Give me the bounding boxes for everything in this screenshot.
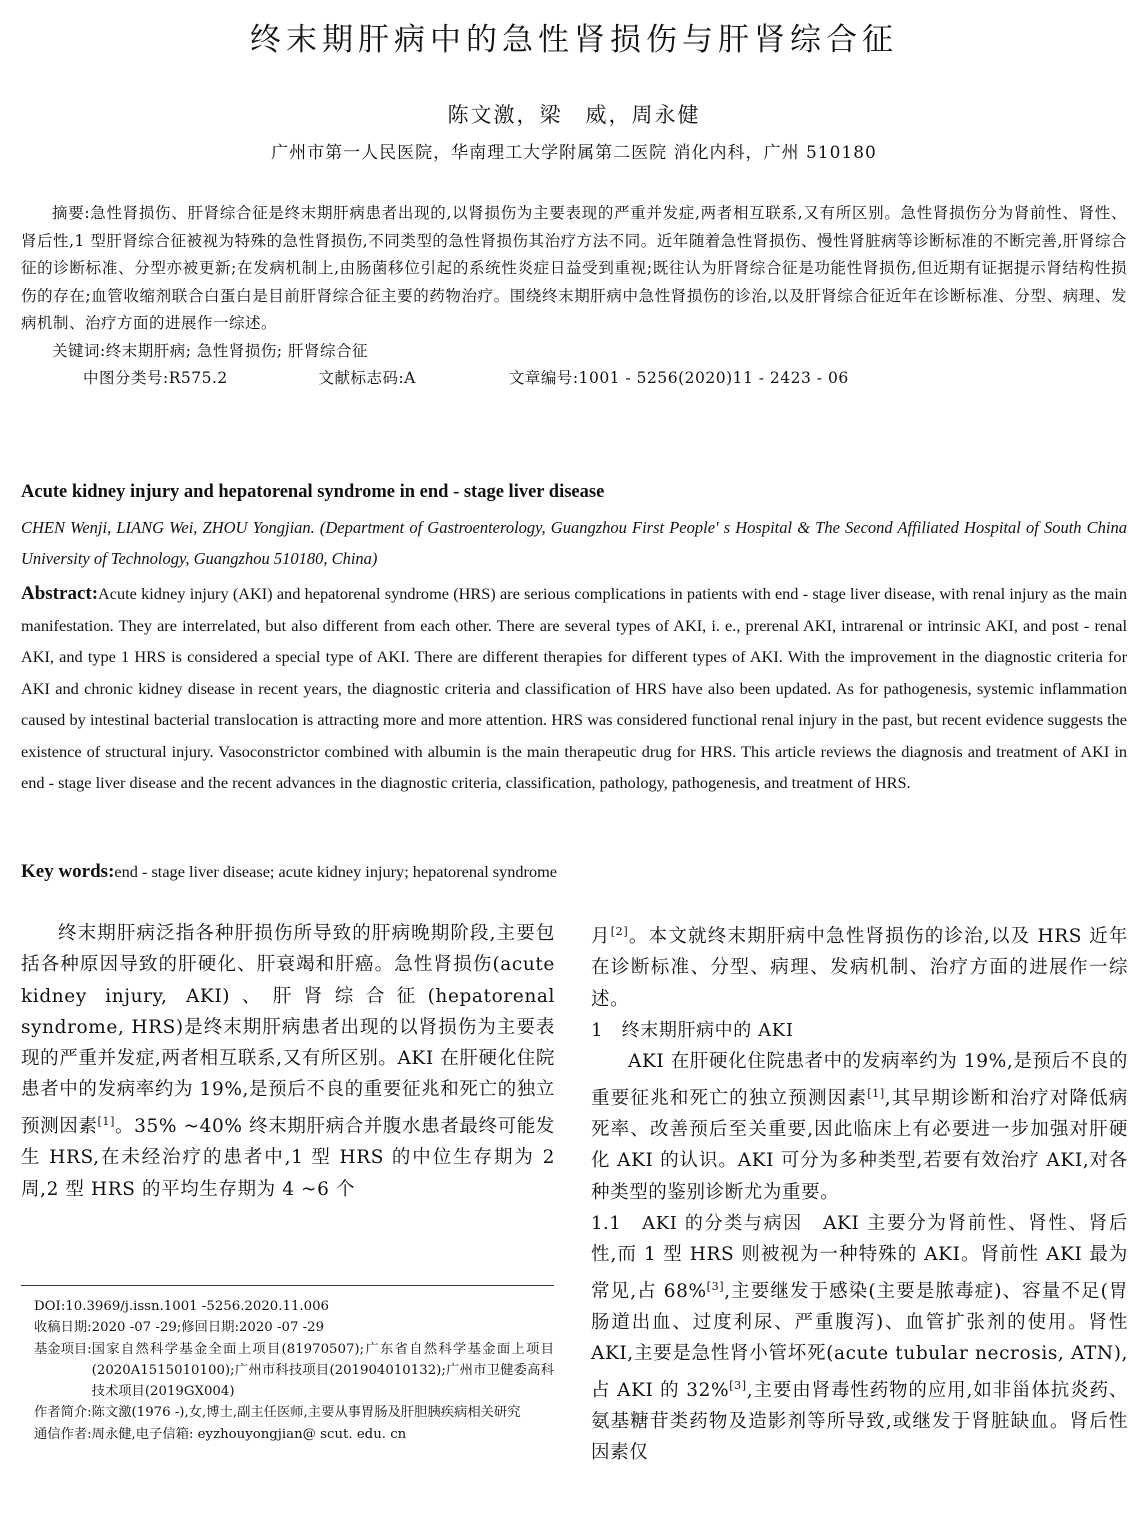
chinese-abstract-block — [21, 200, 1127, 393]
chinese-abstract: 摘要:急性肾损伤、肝肾综合征是终末期肝病患者出现的,以肾损伤为主要表现的严重并发症,两者相互联系,又有所区别。急性肾损伤分为肾前性、肾性、肾后性,1 型肝肾综合征被视为特殊的急性肾损伤,不同类型的急性肾损伤其治疗方法不同。近年随着急性肾损伤、慢性肾脏病等诊断标准的不断完善,肝肾综合征的诊断标准、分型亦被更新;在发病机制上,由肠菌移位引起的系统性炎症日益受到重视;既往认为肝肾综合征是功能性肾损伤,但近期有证据提示肾结构性损伤的存在;血管收缩剂联合白蛋白是目前肝肾综合征主要的药物治疗。围绕终末期肝病中急性肾损伤的诊治,以及肝肾综合征近年在诊断标准、分型、病理、发病机制、治疗方面的进展作一综述。 — [21, 204, 1127, 332]
body-paragraph: 1.1 AKI 的分类与病因 AKI 主要分为肾前性、肾性、肾后性,而 1 型 HRS 则被视为一种特殊的 AKI。肾前性 AKI 最为常见,占 68%[3],主要继发于感染(主要是脓毒症)、容量不足(胃肠道出血、过度利尿、严重腹泻)、血管扩张剂的使用。肾性 AKI,主要是急性肾小管坏死(acute tubular necrosis, ATN),占 AKI 的 32%[3],主要由肾毒性药物的应用,如非甾体抗炎药、氨基糖苷类药物及造影剂等所导致,或继发于肾脏缺血。肾后性因素仅 — [591, 1212, 1128, 1464]
classification-row — [21, 365, 1127, 393]
abstract-label: Abstract: — [21, 583, 99, 604]
citation: [2] — [610, 925, 629, 938]
footnotes — [34, 1296, 554, 1445]
citation: [3] — [729, 1378, 747, 1392]
section-heading: 1 终末期肝病中的 AKI — [591, 1020, 794, 1042]
body-paragraph: 月[2]。本文就终末期肝病中急性肾损伤的诊治,以及 HRS 近年在诊断标准、分型、病理、发病机制、治疗方面的进展作一综述。 — [591, 925, 1128, 1010]
english-keywords-block — [21, 861, 557, 883]
doi: DOI:10.3969/j.issn.1001 -5256.2020.11.006 — [34, 1299, 330, 1314]
keywords-label: Key words: — [21, 861, 115, 882]
funding: 基金项目: 国家自然科学基金全面上项目(81970507);广东省自然科学基金面上项目(2020A1515010100);广州市科技项目(201904010132);广州市卫健委高科技术项目(2019GX004) — [34, 1341, 554, 1400]
english-abstract: Acute kidney injury (AKI) and hepatorenal syndrome (HRS) are serious complications in patients with end - stage liver disease, with renal injury as the main manifestation. They are interrelated, but also different from each other. There are several types of AKI, i. e., prerenal AKI, intrarenal or intrinsic AKI, and post - renal AKI, and type 1 HRS is considered a special type of AKI. There are different therapies for different types of AKI. With the improvement in the diagnostic criteria for AKI and chronic kidney disease in recent years, the diagnostic criteria and classification of HRS have also been updated. As for pathogenesis, systemic inflammation caused by intestinal bacterial translocation is attracting more and more attention. HRS was considered functional renal injury in the past, but recent evidence suggests the existence of structural injury. Vasoconstrictor combined with albumin is the main therapeutic drug for HRS. This article reviews the diagnosis and treatment of AKI in end - stage liver disease and the recent advances in the diagnostic criteria, classification, pathology, pathogenesis, and treatment of HRS. — [21, 584, 1127, 792]
author-bio: 作者简介: 陈文激(1976 -),女,博士,副主任医师,主要从事胃肠及肝胆胰疾病相关研究 — [34, 1405, 521, 1421]
citation: [1] — [97, 1114, 115, 1128]
affiliation: 广州市第一人民医院，华南理工大学附属第二医院 消化内科，广州 510180 — [271, 143, 877, 163]
corresponding-author: 通信作者: 周永健,电子信箱: eyzhouyongjian@ scut. edu. cn — [34, 1426, 407, 1442]
body-paragraph: AKI 在肝硬化住院患者中的发病率约为 19%,是预后不良的重要征兆和死亡的独立预测因素[1],其早期诊断和治疗对降低病死率、改善预后至关重要,因此临床上有必要进一步加强对肝硬化 AKI 的认识。AKI 可分为多种类型,若要有效治疗 AKI,对各种类型的鉴别诊断尤为重要。 — [591, 1051, 1128, 1203]
english-authors: CHEN Wenji, LIANG Wei, ZHOU Yongjian. (Department of Gastroenterology, Guangzhou First People' s Hospital & The Second Affiliated Hospital of South China University of Technology, Guangzhou 510180, China) — [21, 518, 1127, 568]
english-title: Acute kidney injury and hepatorenal syndrome in end - stage liver disease — [21, 482, 605, 502]
citation: [1] — [867, 1086, 885, 1100]
clc-number: 中图分类号:R575.2 — [83, 369, 228, 387]
body-right-column — [591, 916, 1128, 1469]
english-abstract-block — [21, 578, 1127, 799]
english-keywords: end - stage liver disease; acute kidney injury; hepatorenal syndrome — [114, 862, 558, 881]
body-paragraph: 终末期肝病泛指各种肝损伤所导致的肝病晚期阶段,主要包括各种原因导致的肝硬化、肝衰竭和肝癌。急性肾损伤(acute kidney injury, AKI)、肝肾综合征(hepatorenal syndrome, HRS)是终末期肝病患者出现的以肾损伤为主要表现的严重并发症,两者相互联系,又有所区别。AKI 在肝硬化住院患者中的发病率约为 19%,是预后不良的重要征兆和死亡的独立预测因素[1]。35% ~40% 终末期肝病合并腹水患者最终可能发生 HRS,在未经治疗的患者中,1 型 HRS 的中位生存期为 2 周,2 型 HRS 的平均生存期为 4 ~6 个 — [21, 923, 555, 1200]
chinese-keywords: 关键词:终末期肝病; 急性肾损伤; 肝肾综合征 — [52, 341, 369, 360]
subsection-heading: 1.1 AKI 的分类与病因 — [591, 1212, 803, 1234]
document-code: 文献标志码:A — [318, 369, 416, 387]
paper-title: 终末期肝病中的急性肾损伤与肝肾综合征 — [250, 22, 898, 58]
body-left-column — [21, 918, 555, 1205]
received-dates: 收稿日期:2020 -07 -29;修回日期:2020 -07 -29 — [34, 1320, 325, 1336]
author-list: 陈文激，梁 威，周永健 — [447, 103, 701, 127]
footnote-divider — [21, 1285, 554, 1286]
article-number: 文章编号:1001 - 5256(2020)11 - 2423 - 06 — [508, 369, 849, 387]
citation: [3] — [706, 1279, 725, 1293]
